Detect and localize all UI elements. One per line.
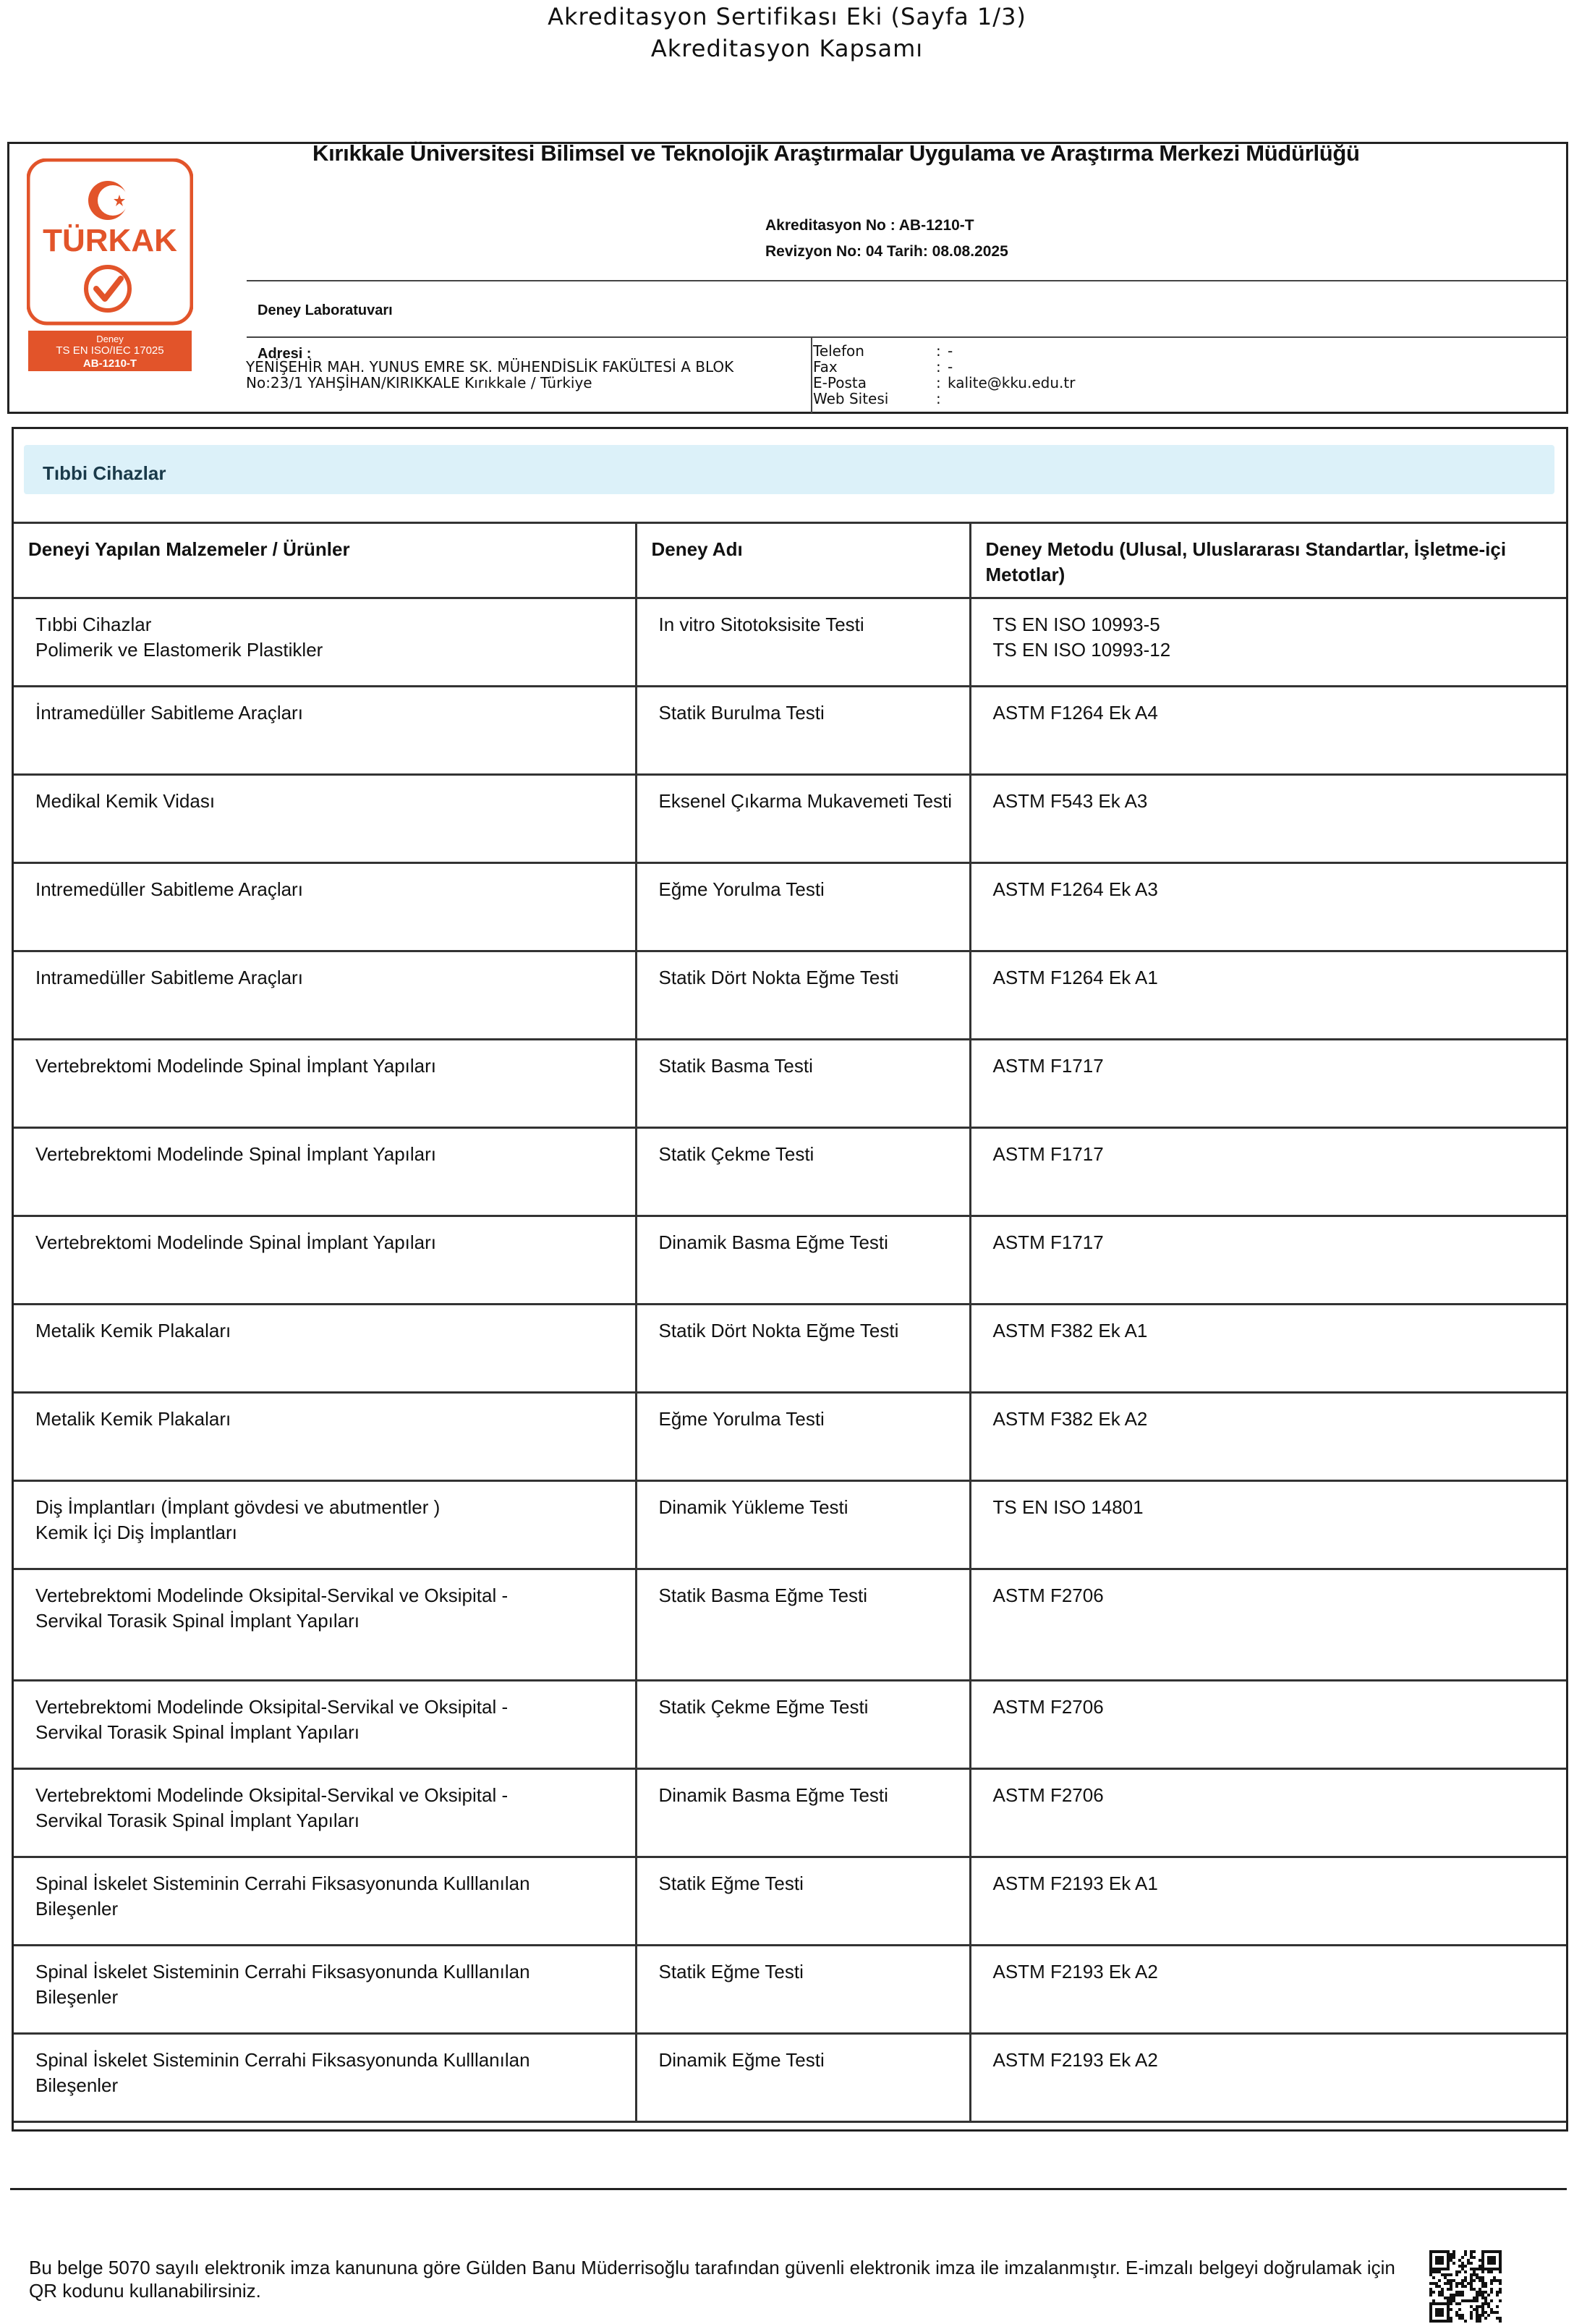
table-row: [14, 1681, 1566, 1769]
test-method-cell: [970, 863, 1566, 951]
test-name-cell-line: Eğme Yorulma Testi: [658, 1408, 825, 1430]
material-cell-line: Intramedüller Sabitleme Araçları: [35, 967, 303, 988]
test-method-cell: [970, 2034, 1566, 2122]
phone-value: -: [948, 342, 953, 360]
test-method-cell: [970, 1681, 1566, 1769]
test-name-cell: [636, 863, 970, 951]
material-cell-line: Bileşenler: [35, 2074, 119, 2096]
table-row: [14, 951, 1566, 1040]
lab-type: Deney Laboratuvarı: [258, 302, 393, 318]
material-cell-line: Servikal Torasik Spinal İmplant Yapıları: [35, 1721, 360, 1743]
material-cell-line: Spinal İskelet Sisteminin Cerrahi Fiksasyonunda Kulllanılan: [35, 1873, 530, 1894]
material-cell: [14, 1393, 636, 1481]
test-name-cell-line: Statik Basma Eğme Testi: [658, 1585, 868, 1606]
table-row: [14, 1040, 1566, 1128]
test-method-cell-line: ASTM F543 Ek A3: [992, 790, 1148, 812]
address-text: [246, 359, 781, 391]
material-cell: [14, 951, 636, 1040]
lab-info-box: [7, 142, 1568, 414]
table-row: [14, 1393, 1566, 1481]
accreditation-info: [765, 213, 1008, 265]
material-cell-line: Vertebrektomi Modelinde Spinal İmplant Yapıları: [35, 1143, 437, 1165]
address-line1: YENİŞEHİR MAH. YUNUS EMRE SK. MÜHENDİSLİK FAKÜLTESİ A BLOK: [246, 358, 734, 376]
material-cell-line: Metalik Kemik Plakaları: [35, 1320, 231, 1341]
material-cell-line: Vertebrektomi Modelinde Spinal İmplant Yapıları: [35, 1055, 437, 1077]
test-method-cell-line: ASTM F1717: [992, 1231, 1104, 1253]
test-method-cell-line: ASTM F1264 Ek A3: [992, 878, 1158, 900]
contact-info: [813, 343, 1075, 407]
test-name-cell-line: Statik Basma Testi: [658, 1055, 813, 1077]
test-method-cell: [970, 1216, 1566, 1305]
table-row: [14, 863, 1566, 951]
revision-info: Revizyon No: 04 Tarih: 08.08.2025: [765, 243, 1008, 260]
address-line2: No:23/1 YAHŞİHAN/KIRIKKALE Kırıkkale / Türkiye: [246, 374, 592, 391]
scope-box: [12, 427, 1568, 2132]
contact-row-email: E-Posta : kalite@kku.edu.tr: [813, 374, 1076, 391]
test-name-cell-line: Eksenel Çıkarma Mukavemeti Testi: [658, 790, 953, 812]
test-name-cell: [636, 1769, 970, 1857]
test-method-cell-line: ASTM F2706: [992, 1784, 1104, 1806]
page-header-title: Akreditasyon Sertifikası Eki (Sayfa 1/3): [548, 3, 1026, 30]
material-cell-line: Intremedüller Sabitleme Araçları: [35, 878, 303, 900]
test-method-cell: [970, 1481, 1566, 1569]
material-cell: [14, 775, 636, 863]
test-name-cell-line: Dinamik Basma Eğme Testi: [658, 1231, 888, 1253]
test-name-cell: [636, 1481, 970, 1569]
test-method-cell-line: TS EN ISO 14801: [992, 1496, 1144, 1518]
material-cell-line: Bileşenler: [35, 1898, 119, 1920]
test-name-cell: [636, 2034, 970, 2122]
test-method-cell-line: TS EN ISO 10993-12: [992, 639, 1171, 661]
material-cell-line: Polimerik ve Elastomerik Plastikler: [35, 639, 323, 661]
test-method-cell-line: ASTM F1264 Ek A4: [992, 702, 1158, 724]
test-method-cell: [970, 1857, 1566, 1946]
test-name-cell-line: In vitro Sitotoksisite Testi: [658, 614, 864, 635]
test-name-cell-line: Eğme Yorulma Testi: [658, 878, 825, 900]
material-cell-line: Medikal Kemik Vidası: [35, 790, 216, 812]
material-cell-line: Vertebrektomi Modelinde Oksipital-Servikal ve Oksipital -: [35, 1585, 509, 1606]
test-method-cell: [970, 1128, 1566, 1216]
logo-brand: TÜRKAK: [43, 223, 177, 258]
table-row: [14, 1857, 1566, 1946]
test-method-cell-line: ASTM F1717: [992, 1055, 1104, 1077]
material-cell: [14, 1569, 636, 1681]
test-name-cell-line: Statik Eğme Testi: [658, 1873, 804, 1894]
table-row: [14, 2034, 1566, 2122]
footer-divider: [10, 2188, 1567, 2190]
table-row: [14, 1946, 1566, 2034]
material-cell: [14, 598, 636, 687]
test-method-cell-line: TS EN ISO 10993-5: [992, 614, 1160, 635]
turkak-logo: [27, 158, 193, 371]
test-method-cell: [970, 1946, 1566, 2034]
material-cell: [14, 1857, 636, 1946]
test-name-cell: [636, 775, 970, 863]
test-name-cell-line: Statik Burulma Testi: [658, 702, 825, 724]
test-method-cell-line: ASTM F2706: [992, 1585, 1104, 1606]
test-method-cell-line: ASTM F2193 Ek A2: [992, 1961, 1158, 1982]
test-method-cell-line: ASTM F2193 Ek A1: [992, 1873, 1158, 1894]
test-method-cell-line: ASTM F2193 Ek A2: [992, 2049, 1158, 2071]
material-cell: [14, 1946, 636, 2034]
test-method-cell-line: ASTM F2706: [992, 1696, 1104, 1718]
test-method-cell: [970, 775, 1566, 863]
material-cell-line: Kemik İçi Diş İmplantları: [35, 1522, 237, 1543]
test-method-cell: [970, 1569, 1566, 1681]
table-header-row: [14, 523, 1566, 598]
test-name-cell-line: Dinamik Basma Eğme Testi: [658, 1784, 888, 1806]
accreditation-no: Akreditasyon No : AB-1210-T: [765, 217, 974, 234]
test-name-cell: [636, 1857, 970, 1946]
test-name-cell: [636, 598, 970, 687]
test-name-cell: [636, 1216, 970, 1305]
material-cell-line: Spinal İskelet Sisteminin Cerrahi Fiksasyonunda Kulllanılan: [35, 1961, 530, 1982]
test-name-cell: [636, 1128, 970, 1216]
material-cell: [14, 2034, 636, 2122]
address-label: Adresi :: [258, 346, 312, 362]
fax-value: -: [948, 358, 953, 376]
material-cell: [14, 1216, 636, 1305]
test-method-cell: [970, 1393, 1566, 1481]
test-name-cell-line: Dinamik Eğme Testi: [658, 2049, 825, 2071]
test-name-cell-line: Statik Dört Nokta Eğme Testi: [658, 1320, 899, 1341]
test-name-cell: [636, 687, 970, 775]
email-value: kalite@kku.edu.tr: [948, 374, 1076, 391]
e-signature-note: Bu belge 5070 sayılı elektronik imza kanununa göre Gülden Banu Müderrisoğlu tarafından güvenli elektronik imza ile imzalanmıştır. E-imzalı belgeyi doğrulamak için QR kodunu kullanabilirsiniz.: [29, 2257, 1395, 2302]
test-method-cell-line: ASTM F382 Ek A1: [992, 1320, 1148, 1341]
logo-small2: TS EN ISO/IEC 17025: [56, 344, 164, 357]
material-cell-line: Vertebrektomi Modelinde Oksipital-Servikal ve Oksipital -: [35, 1784, 509, 1806]
table-row: [14, 775, 1566, 863]
test-method-cell: [970, 951, 1566, 1040]
table-row: [14, 1305, 1566, 1393]
test-name-cell-line: Statik Dört Nokta Eğme Testi: [658, 967, 899, 988]
material-cell-line: Bileşenler: [35, 1986, 119, 2008]
table-row: [14, 1128, 1566, 1216]
material-cell: [14, 1040, 636, 1128]
logo-small1: Deney: [96, 334, 124, 344]
test-name-cell: [636, 1946, 970, 2034]
contact-row-web: Web Sitesi :: [813, 390, 941, 407]
header-test-method: Deney Metodu (Ulusal, Uluslararası Standartlar, İşletme-içi Metotlar): [970, 523, 1566, 598]
test-name-cell-line: Statik Eğme Testi: [658, 1961, 804, 1982]
table-row: [14, 1216, 1566, 1305]
test-method-cell-line: ASTM F1264 Ek A1: [992, 967, 1158, 988]
test-name-cell: [636, 1040, 970, 1128]
page-header-subtitle: Akreditasyon Kapsamı: [650, 35, 924, 62]
test-name-cell-line: Statik Çekme Eğme Testi: [658, 1696, 869, 1718]
table-row: [14, 1481, 1566, 1569]
qr-code-icon: [1429, 2250, 1502, 2323]
table-row: [14, 598, 1566, 687]
test-method-cell: [970, 1040, 1566, 1128]
test-name-cell: [636, 1305, 970, 1393]
material-cell-line: Servikal Torasik Spinal İmplant Yapıları: [35, 1610, 360, 1632]
test-method-cell: [970, 1305, 1566, 1393]
scope-table: [14, 522, 1566, 2123]
table-row: [14, 687, 1566, 775]
test-name-cell-line: Dinamik Yükleme Testi: [658, 1496, 848, 1518]
contact-row-fax: Fax : -: [813, 358, 953, 376]
table-row: [14, 1569, 1566, 1681]
material-cell-line: Metalik Kemik Plakaları: [35, 1408, 231, 1430]
material-cell: [14, 687, 636, 775]
table-row: [14, 1769, 1566, 1857]
test-name-cell: [636, 1681, 970, 1769]
material-cell-line: Tıbbi Cihazlar: [35, 614, 152, 635]
material-cell-line: Spinal İskelet Sisteminin Cerrahi Fiksasyonunda Kulllanılan: [35, 2049, 530, 2071]
material-cell: [14, 863, 636, 951]
section-band: [24, 445, 1554, 494]
logo-small3: AB-1210-T: [82, 357, 137, 370]
contact-row-phone: Telefon : -: [813, 342, 953, 360]
test-method-cell: [970, 598, 1566, 687]
material-cell-line: Servikal Torasik Spinal İmplant Yapıları: [35, 1810, 360, 1831]
test-name-cell-line: Statik Çekme Testi: [658, 1143, 814, 1165]
header-materials: Deneyi Yapılan Malzemeler / Ürünler: [14, 523, 636, 598]
material-cell-line: İntramedüller Sabitleme Araçları: [35, 702, 303, 724]
test-method-cell-line: ASTM F1717: [992, 1143, 1104, 1165]
test-name-cell: [636, 1393, 970, 1481]
header-test-name: Deney Adı: [636, 523, 970, 598]
material-cell-line: Vertebrektomi Modelinde Spinal İmplant Yapıları: [35, 1231, 437, 1253]
material-cell: [14, 1769, 636, 1857]
material-cell: [14, 1305, 636, 1393]
section-title: Tıbbi Cihazlar: [43, 462, 166, 484]
material-cell-line: Vertebrektomi Modelinde Oksipital-Servikal ve Oksipital -: [35, 1696, 509, 1718]
test-method-cell-line: ASTM F382 Ek A2: [992, 1408, 1148, 1430]
lab-name: Kırıkkale Üniversitesi Bilimsel ve Teknolojik Araştırmalar Uygulama ve Araştırma Merkezi Müdürlüğü: [312, 140, 1360, 166]
test-name-cell: [636, 1569, 970, 1681]
material-cell-line: Diş İmplantları (İmplant gövdesi ve abutmentler ): [35, 1496, 441, 1518]
material-cell: [14, 1481, 636, 1569]
material-cell: [14, 1128, 636, 1216]
test-name-cell: [636, 951, 970, 1040]
test-method-cell: [970, 687, 1566, 775]
material-cell: [14, 1681, 636, 1769]
test-method-cell: [970, 1769, 1566, 1857]
